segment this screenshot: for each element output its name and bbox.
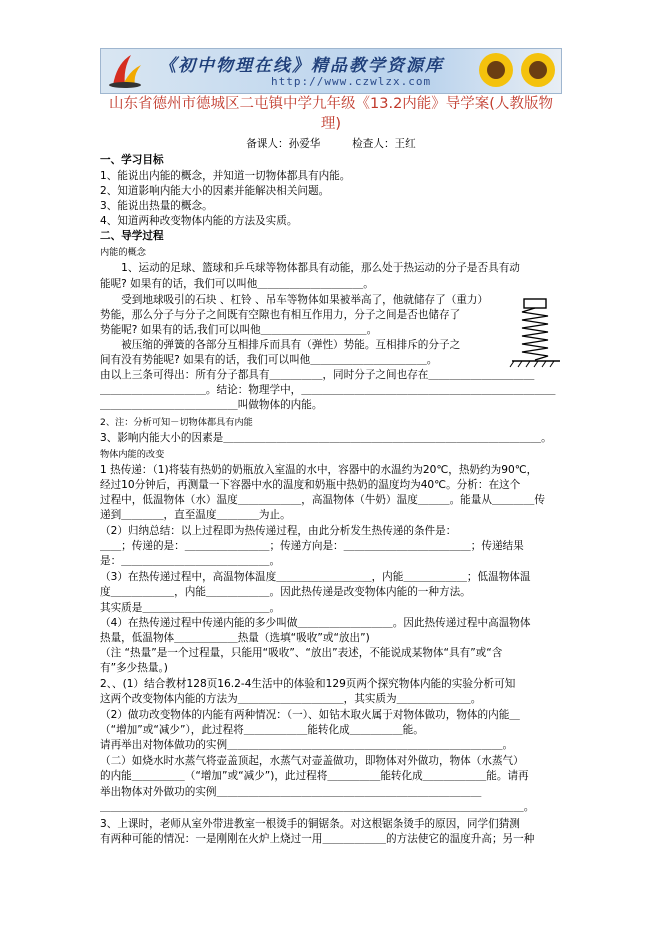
authors-line: 备课人：孙爱华 检查人：王红: [246, 138, 416, 150]
text-line: 受到地球吸引的石块 、杠铃 、吊车等物体如果被举高了，他就储存了（重力）: [100, 294, 489, 306]
text-line: 势能呢? 如果有的话,我们可以叫他＿＿＿＿＿＿＿＿＿＿。: [100, 324, 378, 336]
text-line: 能呢? 如果有的话，我们可以叫他＿＿＿＿＿＿＿＿＿＿。: [100, 278, 374, 290]
text-line: 1 热传递：（1)将装有热奶的奶瓶放入室温的水中，容器中的水温约为20℃，热奶约为90℃，: [100, 464, 538, 476]
banner-url[interactable]: http://www.czwlzx.com: [271, 75, 432, 88]
text-line: （注 “热量”是一个过程量，只能用“吸收”、“放出”表述，不能说成某物体“具有”或“含: [100, 647, 503, 659]
text-line: 这两个改变物体内能的方法为＿＿＿＿＿＿＿＿＿＿，其实质为＿＿＿＿＿＿＿。: [100, 693, 482, 705]
text-line: 间有没有势能呢? 如果有的话，我们可以叫他＿＿＿＿＿＿＿＿＿＿＿。: [100, 354, 438, 366]
text-line: ＿＿＿＿＿＿＿＿＿＿＿＿＿＿＿＿＿＿＿＿＿＿＿＿＿＿＿＿＿＿＿＿＿＿＿＿＿＿＿＿。: [100, 801, 535, 813]
text-line: ＿＿＿＿＿＿＿＿＿＿。结论：物理学中，＿＿＿＿＿＿＿＿＿＿＿＿＿＿＿＿＿＿＿＿＿＿＿＿: [100, 384, 556, 396]
text-line: 1、能说出内能的概念，并知道一切物体都具有内能。: [100, 170, 351, 182]
text-line: 2、、(1）结合教材128页16.2-4生活中的体验和129页两个探究物体内能的实验分析可知: [100, 678, 516, 690]
text-line: 度＿＿＿＿＿＿，内能＿＿＿＿＿＿。因此热传递是改变物体内能的一种方法。: [100, 586, 471, 598]
text-line: （二）如烧水时水蒸气将壶盖顶起，水蒸气对壶盖做功，即物体对外做功，物体（水蒸气）: [100, 755, 524, 767]
text-line: ＿＿＿＿＿＿＿＿＿＿＿＿＿叫做物体的内能。: [100, 399, 323, 411]
text-line: 递到＿＿＿＿，直至温度＿＿＿＿为止。: [100, 509, 291, 521]
text-line: 2、知道影响内能大小的因素并能解决相关问题。: [100, 185, 330, 197]
subsection-heading: 物体内能的改变: [100, 449, 165, 460]
text-line: 有”多少热量。): [100, 662, 168, 674]
text-line: 3、能说出热量的概念。: [100, 200, 213, 212]
section-heading: 一、学习目标: [100, 154, 164, 166]
header-banner: [100, 48, 562, 94]
text-line: 势能，那么分子与分子之间既有空隙也有相互作用力，分子之间是否也储存了: [100, 309, 461, 321]
text-line: 1、运动的足球、篮球和乒乓球等物体都具有动能，那么处于热运动的分子是否具有动: [100, 262, 520, 274]
text-line: 3、影响内能大小的因素是＿＿＿＿＿＿＿＿＿＿＿＿＿＿＿＿＿＿＿＿＿＿＿＿＿＿＿＿＿＿。: [100, 432, 552, 444]
sunflower-icon: [519, 51, 557, 89]
text-line: 举出物体对外做功的实例＿＿＿＿＿＿＿＿＿＿＿＿＿＿＿＿＿＿＿＿＿＿＿＿＿: [100, 786, 482, 798]
section-heading: 二、导学过程: [100, 230, 164, 242]
text-line: 被压缩的弹簧的各部分互相排斥而具有（弹性）势能。互相排斥的分子之: [100, 339, 461, 351]
text-line: 热量，低温物体＿＿＿＿＿＿热量（选填“吸收”或“放出”): [100, 632, 370, 644]
text-line: （4）在热传递过程中传递内能的多少叫做＿＿＿＿＿＿＿＿＿。因此热传递过程中高温物体: [100, 617, 531, 629]
text-line: 过程中，低温物体（水）温度＿＿＿＿＿＿，高温物体（牛奶）温度＿＿＿。能量从＿＿＿＿传: [100, 494, 545, 506]
document-title: 山东省德州市德城区二屯镇中学九年级《13.2内能》导学案(人教版物理): [109, 96, 553, 132]
text-line: 请再举出对物体做功的实例＿＿＿＿＿＿＿＿＿＿＿＿＿＿＿＿＿＿＿＿＿＿＿＿＿＿。: [100, 739, 514, 751]
text-line: 有两种可能的情况：一是刚刚在火炉上烧过一用＿＿＿＿＿＿的方法使它的温度升高；另一种: [100, 833, 535, 845]
text-line: 经过10分钟后，再测量一下容器中水的温度和奶瓶中热奶的温度均为40℃。分析：在这个: [100, 479, 521, 491]
text-line: 由以上三条可得出：所有分子都具有＿＿＿＿＿，同时分子之间也存在＿＿＿＿＿＿＿＿＿＿: [100, 369, 535, 381]
text-line: （2）归纳总结：以上过程即为热传递过程，由此分析发生热传递的条件是：: [100, 525, 457, 537]
banner-title: 《初中物理在线》精品教学资源库: [159, 56, 444, 76]
text-line: 的内能＿＿＿＿＿（“增加”或“减少”)，此过程将＿＿＿＿＿能转化成＿＿＿＿＿＿能。请再: [100, 770, 529, 782]
text-line: 2、注：分析可知－切物体都具有内能: [100, 417, 253, 428]
subsection-heading: 内能的概念: [100, 247, 146, 258]
text-line: 其实质是＿＿＿＿＿＿＿＿＿＿＿＿。: [100, 602, 281, 614]
sunflower-icon: [477, 51, 515, 89]
text-line: （3）在热传递过程中，高温物体温度＿＿＿＿＿＿＿＿＿，内能＿＿＿＿＿＿；低温物体温: [100, 571, 531, 583]
text-line: 4、知道两种改变物体内能的方法及实质。: [100, 215, 298, 227]
logo-icon: [105, 51, 145, 91]
spring-diagram: [508, 297, 564, 371]
text-line: ＿＿；传递的是：＿＿＿＿＿＿＿＿；传递方向是：＿＿＿＿＿＿＿＿＿＿＿＿；传递结果: [100, 540, 524, 552]
text-line: （“增加”或“减少”），此过程将＿＿＿＿＿＿能转化成＿＿＿＿＿能。: [100, 724, 424, 736]
text-line: 是：＿＿＿＿＿＿＿＿＿＿＿＿＿＿。: [100, 555, 281, 567]
text-line: 3、上课时，老师从室外带进教室一根烫手的铜锯条。对这根锯条烫手的原因，同学们猜测: [100, 818, 520, 830]
text-line: （2）做功改变物体的内能有两种情况：（一）、如钻木取火属于对物体做功，物体的内能＿: [100, 709, 520, 721]
